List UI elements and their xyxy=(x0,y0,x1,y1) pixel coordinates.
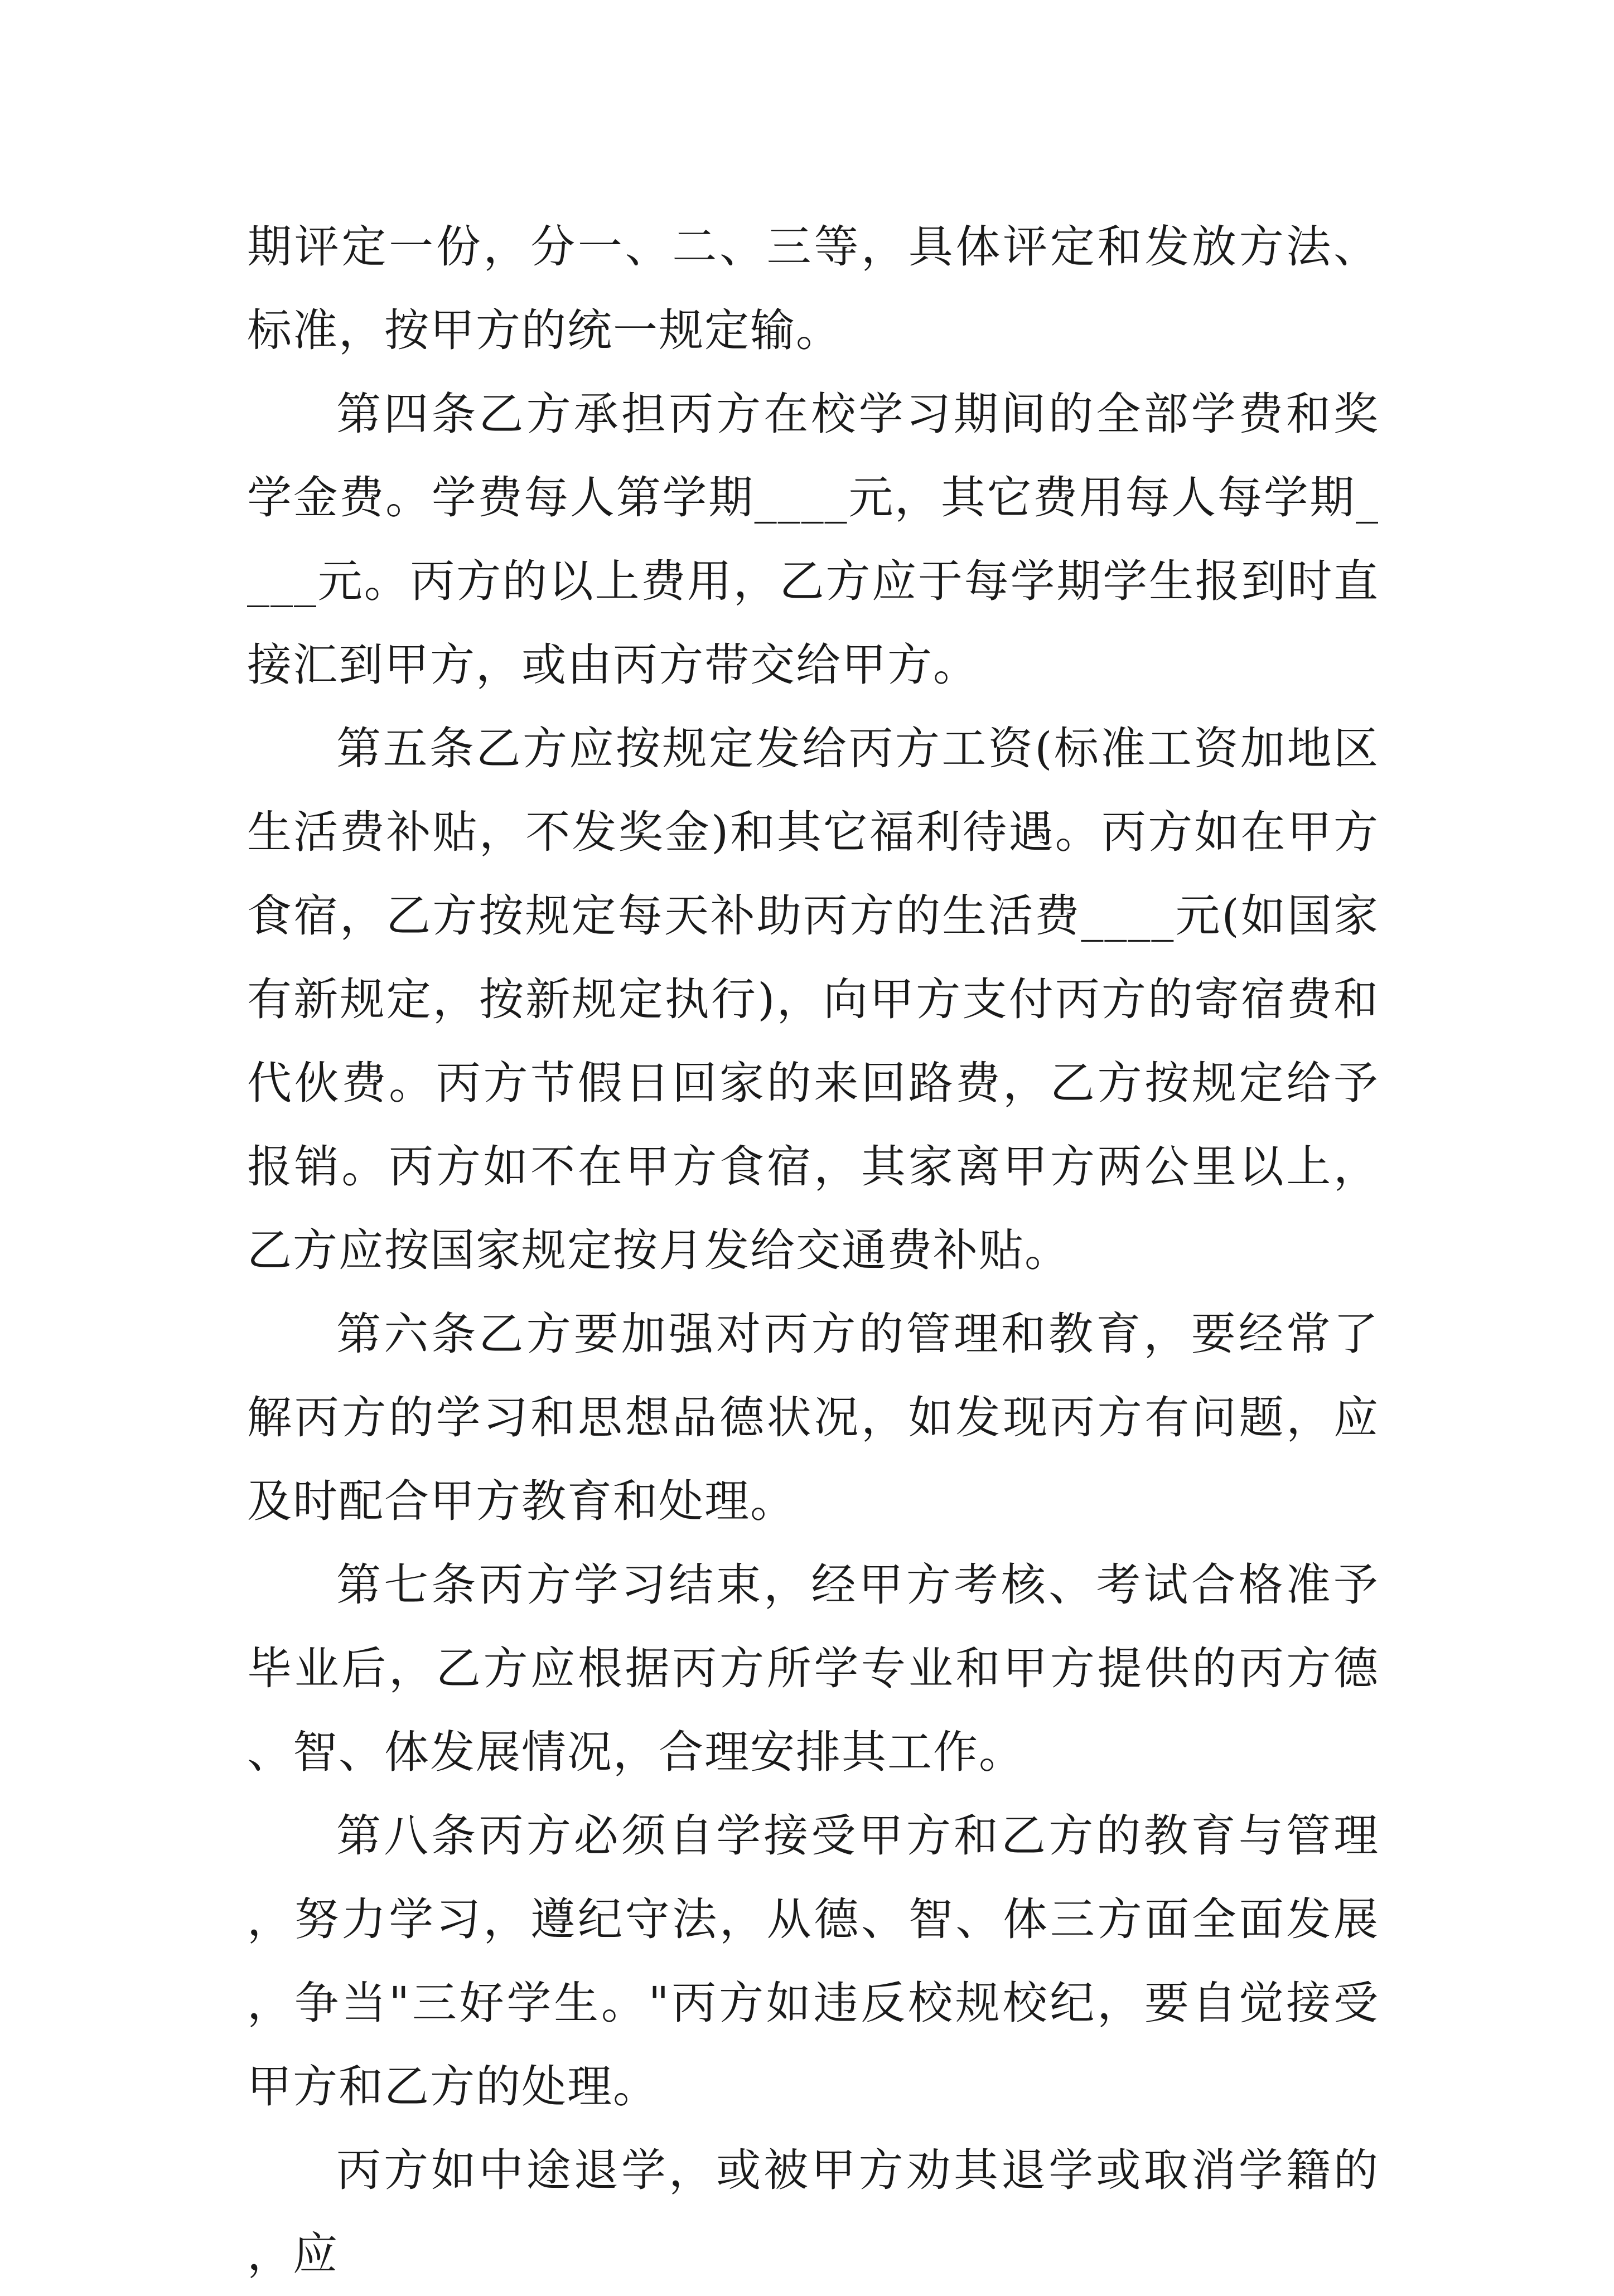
paragraph-article-7: 第七条丙方学习结束，经甲方考核、考试合格准予毕业后，乙方应根据丙方所学专业和甲方提供的丙方德、智、体发展情况，合理安排其工作。 xyxy=(247,1559,1379,1778)
paragraph-article-6: 第六条乙方要加强对丙方的管理和教育，要经常了解丙方的学习和思想品德状况，如发现丙方有问题，应及时配合甲方教育和处理。 xyxy=(247,1308,1379,1527)
paragraph-withdrawal: 丙方如中途退学，或被甲方劝其退学或取消学籍的，应 xyxy=(247,2144,1379,2280)
paragraph-continuation: 期评定一份，分一、二、三等，具体评定和发放方法、标准，按甲方的统一规定输。 xyxy=(247,221,1379,356)
paragraph-article-5: 第五条乙方应按规定发给丙方工资(标准工资加地区生活费补贴，不发奖金)和其它福利待遇。丙方如在甲方食宿，乙方按规定每天补助丙方的生活费____元(如国家有新规定，按新规定执行)，向甲方支付丙方的寄宿费和代伙费。丙方节假日回家的来回路费，乙方按规定给予报销。丙方如不在甲方食宿，其家离甲方两公里以上，乙方应按国家规定按月发给交通费补贴。 xyxy=(247,723,1379,1276)
paragraph-article-4: 第四条乙方承担丙方在校学习期间的全部学费和奖学金费。学费每人第学期____元，其它费用每人每学期____元。丙方的以上费用，乙方应于每学期学生报到时直接汇到甲方，或由丙方带交给甲方。 xyxy=(247,388,1379,691)
document-body xyxy=(247,205,1379,2296)
paragraph-article-8: 第八条丙方必须自学接受甲方和乙方的教育与管理，努力学习，遵纪守法，从德、智、体三方面全面发展，争当"三好学生。"丙方如违反校规校纪，要自觉接受甲方和乙方的处理。 xyxy=(247,1810,1379,2113)
